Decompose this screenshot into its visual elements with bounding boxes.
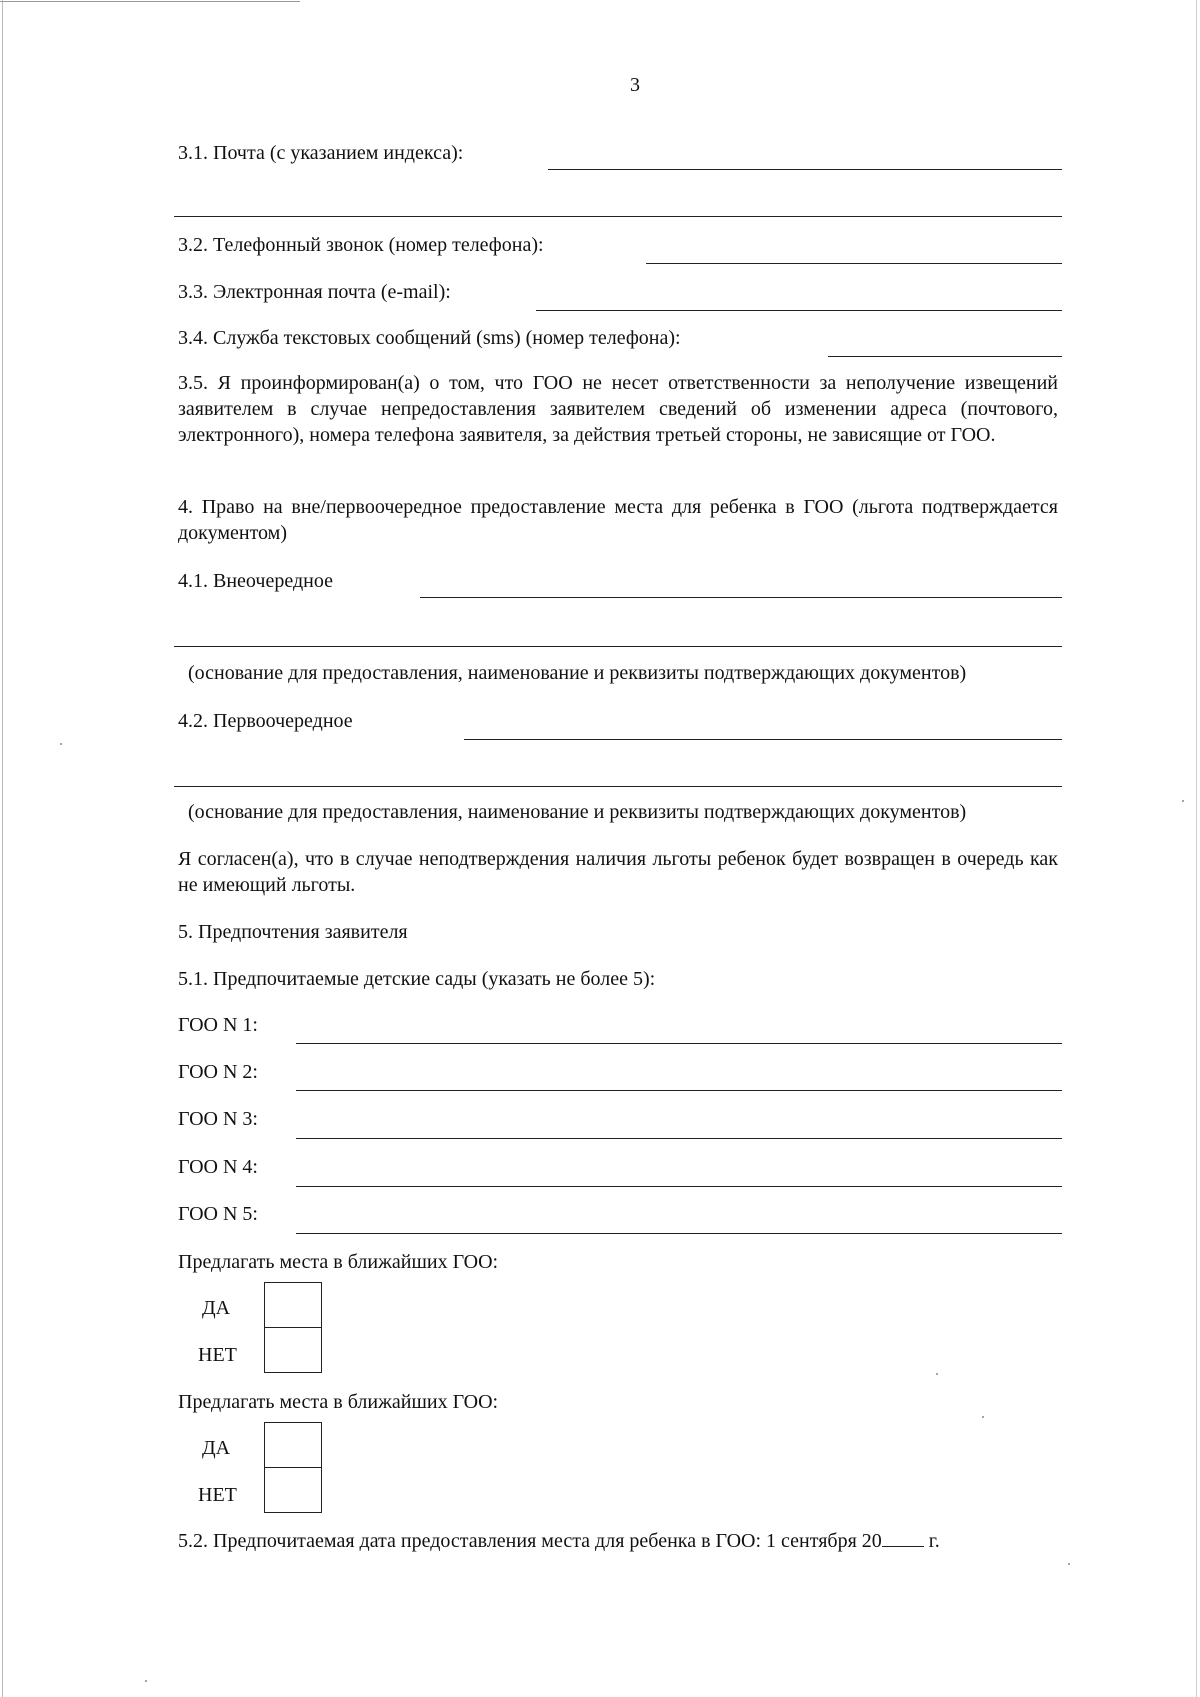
goo-4-field-line[interactable] <box>296 1186 1062 1187</box>
priority-field-line[interactable] <box>464 739 1062 740</box>
nearest-2-no-checkbox[interactable] <box>264 1467 322 1513</box>
nearest-1-no-checkbox[interactable] <box>264 1327 322 1373</box>
email-label: 3.3. Электронная почта (e-mail): <box>178 281 451 303</box>
priority-field-line-2[interactable] <box>174 786 1062 787</box>
goo-1-field-line[interactable] <box>296 1043 1062 1044</box>
preferred-date-suffix: г. <box>928 1530 940 1552</box>
scan-speck <box>936 1373 938 1375</box>
preferred-date-year-field[interactable] <box>882 1528 924 1547</box>
preferred-date-row <box>178 1528 940 1554</box>
goo-2-label: ГОО N 2: <box>178 1061 258 1083</box>
priority-caption: (основание для предоставления, наименование и реквизиты подтверждающих документов) <box>188 801 967 823</box>
consent-paragraph: Я согласен(а), что в случае неподтверждения наличия льготы ребенок будет возвращен в очередь как не имеющий льготы. <box>178 848 1058 896</box>
scan-speck <box>60 743 62 745</box>
scan-speck <box>1068 1563 1070 1565</box>
page-number: 3 <box>630 74 640 96</box>
sms-label: 3.4. Служба текстовых сообщений (sms) (номер телефона): <box>178 327 681 349</box>
nearest-goo-label-1: Предлагать места в ближайших ГОО: <box>178 1251 499 1273</box>
scan-speck <box>982 1416 984 1418</box>
extraordinary-field-line-2[interactable] <box>174 646 1062 647</box>
scan-edge-left <box>2 0 3 1697</box>
mail-field-line-2[interactable] <box>174 216 1062 217</box>
goo-2-field-line[interactable] <box>296 1090 1062 1091</box>
preferences-heading: 5. Предпочтения заявителя <box>178 921 408 943</box>
goo-3-field-line[interactable] <box>296 1138 1062 1139</box>
mail-field-line[interactable] <box>548 169 1062 170</box>
mail-label: 3.1. Почта (с указанием индекса): <box>178 142 464 164</box>
nearest-2-yes-label: ДА <box>202 1437 231 1459</box>
sms-field-line[interactable] <box>828 356 1062 357</box>
nearest-1-yes-checkbox[interactable] <box>264 1282 322 1328</box>
preferred-date-label: 5.2. Предпочитаемая дата предоставления места для ребенка в ГОО: 1 сентября 20 <box>178 1530 882 1552</box>
scan-edge-top <box>0 1 300 2</box>
nearest-1-yes-label: ДА <box>202 1297 231 1319</box>
phone-call-label: 3.2. Телефонный звонок (номер телефона): <box>178 234 544 256</box>
goo-5-label: ГОО N 5: <box>178 1203 258 1225</box>
scan-edge-right <box>1196 0 1197 1697</box>
email-field-line[interactable] <box>536 310 1062 311</box>
goo-5-field-line[interactable] <box>296 1233 1062 1234</box>
phone-call-field-line[interactable] <box>646 263 1062 264</box>
scan-speck <box>145 1680 147 1682</box>
priority-label: 4.2. Первоочередное <box>178 710 353 732</box>
nearest-2-no-label: НЕТ <box>198 1484 237 1506</box>
extraordinary-caption: (основание для предоставления, наименование и реквизиты подтверждающих документов) <box>188 662 967 684</box>
nearest-1-no-label: НЕТ <box>198 1344 237 1366</box>
disclaimer-paragraph: 3.5. Я проинформирован(а) о том, что ГОО не несет ответственности за неполучение извещений заявителем в случае непредоставления заявителем сведений об изменении адреса (почтового, электронного), номера телефона заявителя, за действия третьей стороны, не зависящие от ГОО. <box>178 372 1058 446</box>
goo-3-label: ГОО N 3: <box>178 1108 258 1130</box>
privilege-heading: 4. Право на вне/первоочередное предоставление места для ребенка в ГОО (льгота подтверждается документом) <box>178 496 1058 544</box>
nearest-goo-label-2: Предлагать места в ближайших ГОО: <box>178 1391 499 1413</box>
nearest-2-yes-checkbox[interactable] <box>264 1422 322 1468</box>
scan-speck <box>1182 800 1184 802</box>
kindergartens-label: 5.1. Предпочитаемые детские сады (указать не более 5): <box>178 968 656 990</box>
extraordinary-field-line[interactable] <box>420 597 1062 598</box>
goo-4-label: ГОО N 4: <box>178 1156 258 1178</box>
extraordinary-label: 4.1. Внеочередное <box>178 570 333 592</box>
goo-1-label: ГОО N 1: <box>178 1014 258 1036</box>
